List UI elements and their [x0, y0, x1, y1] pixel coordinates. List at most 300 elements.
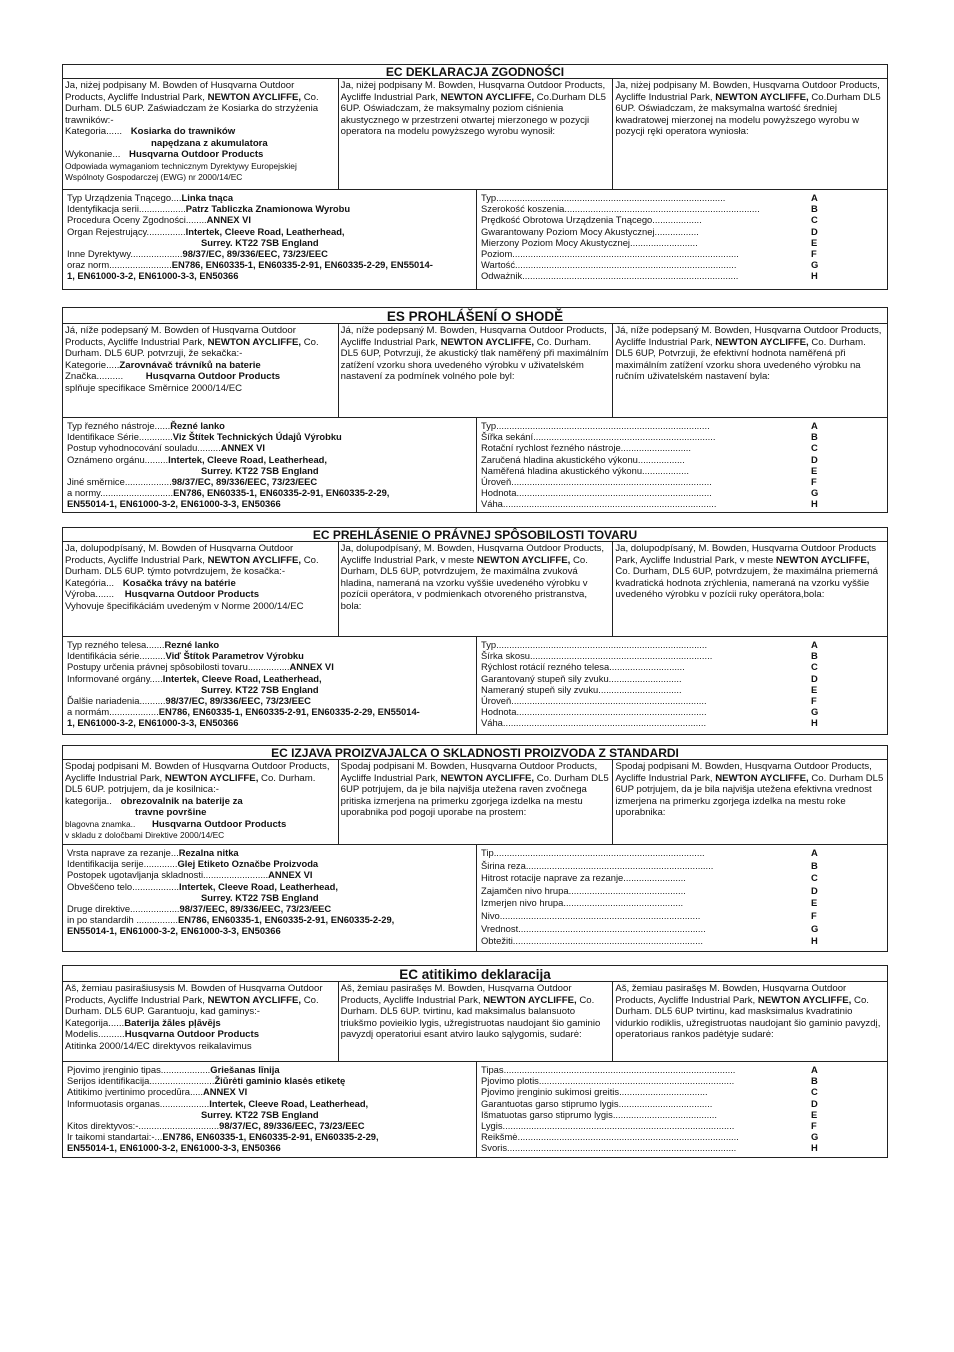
- details-left: [63, 190, 477, 289]
- text: Ja, dolupodpísaný, M. Bowden, Husqvarna Outdoor Products, Aycliffe Industrial Park, v meste: [340, 543, 605, 566]
- parameter-dots: ........................................................................: [525, 859, 714, 871]
- parameter-label: Wartość: [481, 259, 516, 271]
- parameter-letter: B: [811, 1075, 818, 1087]
- parameter-dots: ..................: [637, 453, 685, 465]
- section-cz: [62, 307, 888, 513]
- parameter-row: [481, 487, 883, 498]
- parameter-letter: A: [811, 847, 818, 858]
- parameter-dots: ........................................................................: [518, 922, 706, 934]
- detail-key: Oznámeno orgánu.........: [67, 453, 169, 465]
- detail-row: [67, 661, 472, 672]
- section-title: EC PREHLÁSENIE O PRÁVNEJ SPÔSOBILOSTI TOVARU: [62, 527, 888, 542]
- detail-value: 98/37/EC, 89/336/EEC, 73/23/EEC: [219, 1120, 365, 1132]
- parameter-label: Naměřená hladina akustického výkonu: [481, 464, 643, 476]
- parameter-row: [481, 706, 883, 717]
- parameter-label: Úroveň: [481, 695, 512, 707]
- parameter-label-wrap: [481, 860, 811, 873]
- text: Já, níže podepsaný M. Bowden, Husqvarna Outdoor Products, Aycliffe Industrial Park,: [340, 325, 607, 348]
- detail-value: Viz Štítek Technických Údajů Výrobku: [172, 431, 342, 443]
- declaration-columns: [62, 982, 888, 1062]
- parameter-dots: .........................................................................: [512, 935, 703, 947]
- parameter-dots: ...........................................................................: [516, 487, 712, 499]
- parameter-dots: ..............................................................................: [502, 717, 707, 729]
- parameter-row: [481, 695, 883, 706]
- detail-row: [67, 684, 472, 695]
- text: Co. Durham. DL5 6UP. Garantuoju, kad gaminys:-: [65, 994, 319, 1017]
- detail-row: [67, 237, 472, 248]
- detail-row: [67, 259, 472, 270]
- parameter-label: Hodnota: [481, 706, 517, 718]
- parameter-label: Poziom: [481, 248, 513, 260]
- parameter-label: Tip: [481, 847, 494, 858]
- detail-row: [67, 431, 472, 442]
- parameter-label-wrap: [481, 706, 811, 717]
- parameter-row: [481, 1109, 883, 1120]
- parameter-label: Tipas: [481, 1064, 504, 1075]
- parameter-label-wrap: [481, 684, 811, 695]
- detail-key: Obveščeno telo..................: [67, 880, 180, 892]
- parameter-letter: G: [811, 1131, 819, 1143]
- detail-row: [67, 248, 472, 259]
- detail-row: [67, 650, 472, 661]
- text-bold: NEWTON AYCLIFFE,: [164, 772, 259, 784]
- detail-row: [67, 203, 472, 214]
- text: Ja, dolupodpísaný, M. Bowden of Husqvarna Outdoor Products, Aycliffe Industrial Park,: [65, 543, 294, 566]
- detail-key: [67, 1109, 201, 1120]
- parameter-dots: ........................................................................................: [507, 1142, 737, 1154]
- parameter-dots: ........................................................................................: [496, 192, 726, 203]
- parameter-label: Nameraný stupeň sily zvuku: [481, 683, 599, 695]
- parameter-row: [481, 226, 883, 237]
- parameter-row: [481, 431, 883, 442]
- parameter-label: Rotační rychlost řezného nástroje: [481, 442, 621, 454]
- declaration-col-3: [612, 760, 887, 844]
- parameter-label: Úroveň: [481, 476, 512, 488]
- parameter-label: Hodnota: [481, 487, 517, 499]
- text: Co.Durham DL5 6UP. Oświadczam, że maksymalny poziom ciśnienia akustycznego w przestrzeni otwartej mierzonego w pozycji operatora na modelu powyższego wyrobu wynosił:: [340, 91, 607, 137]
- parameter-label-wrap: [481, 431, 811, 442]
- parameter-label-wrap: [481, 695, 811, 706]
- detail-key: Typ rezného telesa.......: [67, 639, 165, 650]
- parameter-label-wrap: [481, 923, 811, 936]
- parameter-label-wrap: [481, 248, 811, 259]
- parameter-letter: C: [811, 1086, 818, 1098]
- details-left: [63, 418, 477, 512]
- parameter-label: Lygis: [481, 1120, 503, 1132]
- detail-value: Rezalna nitka: [178, 847, 239, 858]
- detail-value: Intertek, Cleeve Road, Leatherhead,: [209, 1097, 369, 1109]
- detail-row: [67, 465, 472, 476]
- text-bold: NEWTON AYCLIFFE,: [440, 336, 535, 348]
- detail-key: Jiné směrnice..................: [67, 476, 172, 488]
- field-key: Kategória...: [65, 577, 115, 589]
- parameter-dots: ........................................: [612, 1108, 718, 1120]
- detail-key: Vrsta naprave za rezanje...: [67, 847, 179, 858]
- parameter-letter: C: [811, 442, 818, 454]
- parameter-letter: D: [811, 453, 818, 465]
- field-key: Modelis..........: [65, 1029, 125, 1040]
- declaration-col-1: [63, 760, 338, 844]
- detail-row: [67, 914, 472, 925]
- parameter-dots: .........................................................................................: [502, 1120, 735, 1132]
- parameter-letter: B: [811, 650, 818, 662]
- parameter-label-wrap: [481, 717, 811, 728]
- detail-row: [67, 226, 472, 237]
- parameter-letter: C: [811, 661, 818, 673]
- detail-value: Surrey. KT22 7SB England: [201, 891, 319, 903]
- details-right: [477, 190, 887, 289]
- details-right: [477, 845, 887, 951]
- field-value: Kosiarka do trawników: [130, 126, 236, 137]
- parameter-letter: D: [811, 225, 818, 237]
- detail-row: [67, 192, 472, 203]
- text: Co. Durham DL5 6UP potrjujem, da je bila najvišja utežena raven zvočnega pritiska izmerjena na primerku zgorjega izdelka na mestu uporabnika pod pogoji uporabe na prostem:: [340, 772, 609, 818]
- parameter-label: Gwarantowany Poziom Mocy Akustycznej: [481, 225, 655, 237]
- text-bold: NEWTON AYCLIFFE,: [715, 772, 809, 784]
- detail-key: [67, 465, 201, 476]
- text: Co. Durham. DL5 6UP, Potvrzuji, že akustický tlak naměřený při maximálním zatížení vzorku shora uvedeného výrobku v uživatelském nastavení za podmínek volného pole byl:: [340, 336, 609, 382]
- parameter-letter: E: [811, 897, 818, 909]
- field-value: Husqvarna Outdoor Products: [124, 589, 260, 600]
- detail-value: Surrey. KT22 7SB England: [201, 464, 319, 476]
- field-value: Husqvarna Outdoor Products: [145, 371, 281, 382]
- parameter-row: [481, 661, 883, 672]
- parameter-label: Typ: [481, 192, 497, 203]
- parameter-label-wrap: [481, 639, 811, 650]
- standards-continuation: 1, EN61000-3-2, EN61000-3-3, EN50366: [67, 717, 239, 729]
- detail-value: Intertek, Cleeve Road, Leatherhead,: [179, 880, 338, 892]
- parameter-label-wrap: [481, 673, 811, 684]
- text: Co. Durham. DL5 6UP. potrjujem, da je kosilnica:-: [65, 772, 316, 795]
- detail-key: Typ řezného nástroje......: [67, 420, 171, 431]
- parameter-dots: .....................................................................................: [517, 1131, 739, 1143]
- parameter-row: [481, 498, 883, 509]
- details-left: [63, 637, 477, 734]
- parameter-label: Odważnik: [481, 270, 523, 282]
- detail-row: [67, 1120, 472, 1131]
- detail-value: EN786, EN60335-1, EN60335-2-91, EN60335-2-29,: [173, 487, 390, 499]
- parameter-row: [481, 1131, 883, 1142]
- parameter-row: [481, 1064, 883, 1075]
- parameter-label: Obtežiti: [481, 935, 513, 947]
- parameter-label-wrap: [481, 442, 811, 453]
- detail-key: Ďalšie nariadenia..........: [67, 695, 166, 707]
- parameter-letter: F: [811, 476, 817, 488]
- parameter-row: [481, 192, 883, 203]
- parameter-label-wrap: [481, 420, 811, 431]
- parameter-letter: B: [811, 431, 818, 443]
- detail-value: EN786, EN60335-1, EN60335-2-91, EN60335-2-29, EN55014-: [158, 706, 420, 718]
- detail-value: 98/37/EEC, 89/336/EEC, 73/23/EEC: [179, 903, 332, 915]
- detail-key: Identifikacija serije.............: [67, 858, 178, 870]
- text: splňuje specifikace Směrnice 2000/14/EC: [65, 382, 243, 394]
- parameter-label-wrap: [481, 1120, 811, 1131]
- parameter-letter: H: [811, 935, 818, 947]
- parameter-dots: ...........................................................................: [538, 1075, 735, 1087]
- parameter-row: [481, 684, 883, 695]
- parameter-letter: E: [811, 464, 818, 476]
- parameter-row: [481, 1098, 883, 1109]
- field-value: Kosačka trávy na batérie: [122, 577, 236, 589]
- parameter-dots: ..............................................: [563, 897, 684, 909]
- field-value: Baterija žāles pļāvējs: [124, 1017, 221, 1029]
- text: Já, níže podepsaný M. Bowden, Husqvarna Outdoor Products, Aycliffe Industrial Park,: [615, 325, 882, 348]
- field-key: Kategorie.....: [65, 359, 120, 371]
- declaration-col-3: [612, 324, 887, 417]
- detail-row: [67, 858, 472, 869]
- detail-row: [67, 892, 472, 903]
- detail-row: [67, 1131, 472, 1142]
- details-left: [63, 1062, 477, 1157]
- parameter-dots: .................................................................................: [496, 639, 708, 650]
- parameter-label-wrap: [481, 270, 811, 281]
- parameter-label: Išmatuotas garso stiprumo lygis: [481, 1108, 613, 1120]
- parameter-dots: ..................................................................................: [502, 498, 717, 510]
- detail-key: Kitos direktyvos:-...............................: [67, 1120, 220, 1132]
- declaration-col-2: [338, 982, 613, 1061]
- text-bold: NEWTON AYCLIFFE,: [776, 554, 870, 566]
- parameter-letter: H: [811, 717, 818, 729]
- text: Co. Durham. DL5 6UP, Potvrzuji, že efektivní hodnota naměřená při maximálním zatížení vzorku shora uvedeného výrobku na ručním uživatelském nastavení byla:: [615, 336, 866, 382]
- parameter-dots: ....................................: [618, 1097, 713, 1109]
- field-key: Značka..........: [65, 371, 124, 382]
- declaration-col-3: [612, 982, 887, 1061]
- parameter-label: Hitrost rotacije naprave za rezanje: [481, 872, 624, 884]
- detail-row: [67, 1075, 472, 1086]
- detail-value: Řezné lanko: [170, 420, 225, 431]
- text: Co. Durham. DL5 6UP. Zaświadczam że Kosiarka do strzyżenia trawników:-: [65, 91, 319, 126]
- parameter-dots: ..................: [642, 464, 689, 476]
- standards-continuation: EN55014-1, EN61000-3-2, EN61000-3-3, EN50366: [67, 1142, 281, 1154]
- parameter-letter: F: [811, 1120, 817, 1132]
- detail-row: [67, 673, 472, 684]
- detail-value: ANNEX VI: [206, 214, 251, 226]
- detail-row: [67, 1086, 472, 1097]
- parameter-dots: ..................................................................................: [496, 420, 710, 431]
- standards-continuation: 1, EN61000-3-2, EN61000-3-3, EN50366: [67, 270, 239, 282]
- declaration-columns: [62, 324, 888, 418]
- parameter-label: Rýchlost rotácií rezného telesa: [481, 661, 610, 673]
- parameter-label-wrap: [481, 454, 811, 465]
- parameter-dots: .............................: [609, 661, 685, 673]
- parameter-row: [481, 214, 883, 225]
- field-key: blagovna znamka..: [65, 818, 136, 829]
- details-right: [477, 637, 887, 734]
- text-bold: NEWTON AYCLIFFE,: [715, 336, 809, 348]
- parameter-row: [481, 639, 883, 650]
- declaration-columns: [62, 79, 888, 190]
- parameter-label-wrap: [481, 214, 811, 225]
- detail-value: 98/37/EC, 89/336/EEC, 73/23/EEC: [165, 695, 311, 707]
- detail-value: ANNEX VI: [202, 1086, 248, 1098]
- parameter-label: Pjovimo plotis: [481, 1075, 539, 1087]
- detail-row: [67, 869, 472, 880]
- parameter-letter: D: [811, 884, 818, 896]
- parameter-label: Svoris: [481, 1142, 508, 1154]
- parameter-dots: ........................: [623, 872, 686, 884]
- parameter-dots: ...................: [652, 214, 702, 226]
- detail-key: Atitikimo įvertinimo procedūra.....: [67, 1086, 203, 1098]
- detail-value: Viď Štítok Parametrov Výrobku: [165, 650, 304, 662]
- parameter-label: Garantuotas garso stiprumo lygis: [481, 1097, 619, 1109]
- parameter-letter: A: [811, 639, 818, 650]
- parameter-dots: .............................................................................: [499, 909, 701, 921]
- parameter-letter: H: [811, 270, 818, 282]
- parameter-label: Šířka sekání: [481, 431, 534, 443]
- parameter-label: Váha: [481, 717, 503, 729]
- detail-row: [67, 1109, 472, 1120]
- parameter-dots: ..........................: [630, 236, 698, 248]
- detail-value: Linka tnąca: [181, 192, 234, 203]
- detail-key: Postup vyhodnocování souladu.........: [67, 442, 221, 454]
- parameter-label: Šírka skosu: [481, 650, 530, 662]
- parameter-row: [481, 847, 883, 860]
- detail-value: Žiūrėti gaminio klasės etiketę: [214, 1075, 346, 1087]
- parameter-letter: A: [811, 420, 818, 431]
- section-title: EC DEKLARACJA ZGODNOŚCI: [62, 64, 888, 79]
- parameter-row: [481, 465, 883, 476]
- parameter-label-wrap: [481, 1064, 811, 1075]
- parameter-label-wrap: [481, 226, 811, 237]
- parameter-row: [481, 910, 883, 923]
- parameter-row: [481, 650, 883, 661]
- parameter-label-wrap: [481, 1131, 811, 1142]
- parameter-label-wrap: [481, 476, 811, 487]
- parameter-letter: B: [811, 203, 818, 215]
- parameter-row: [481, 476, 883, 487]
- declaration-col-1: [63, 79, 338, 189]
- detail-key: Inne Dyrektywy....................: [67, 248, 183, 260]
- field-value: obrezovalnik na baterije za: [120, 795, 243, 807]
- parameter-letter: G: [811, 259, 819, 271]
- parameter-label-wrap: [481, 487, 811, 498]
- text-bold: NEWTON AYCLIFFE,: [483, 994, 577, 1006]
- parameter-label: Širina reza: [481, 859, 526, 871]
- detail-value: ANNEX VI: [220, 442, 266, 454]
- declaration-col-2: [338, 79, 613, 189]
- section-title: ES PROHLÁŠENÍ O SHODĚ: [62, 307, 888, 324]
- parameter-label-wrap: [481, 935, 811, 948]
- declaration-col-2: [338, 324, 613, 417]
- declaration-col-2: [338, 760, 613, 844]
- detail-value: Griešanas līnija: [210, 1064, 280, 1075]
- parameter-letter: E: [811, 683, 818, 695]
- detail-row: [67, 1064, 472, 1075]
- parameter-label: Izmerjen nivo hrupa: [481, 897, 564, 909]
- field-key: kategorija..: [65, 795, 112, 807]
- parameter-row: [481, 454, 883, 465]
- text: Co. Durham. DL5 6UP. tvirtinu, kad maksimalus balansuoto triukšmo povieikio lygis, užregistruotas naudojant šio gaminio pavyzdį operatoriui esant atviro lauko sąlygomis, sudarė:: [340, 994, 601, 1040]
- detail-key: [67, 237, 201, 248]
- section-sk: [62, 527, 888, 735]
- detail-value: ANNEX VI: [268, 869, 313, 881]
- field-value: Husqvarna Outdoor Products: [151, 818, 287, 830]
- parameter-label-wrap: [481, 885, 811, 898]
- text: Co. Durham, DL5 6UP, potvrdzujem, že maximálna zvuková hladina, nameraná na vzorku vyššie uvedeného výrobku v pozícii operátora, v podmienkach otvoreného pristranstva, bola:: [340, 554, 588, 612]
- detail-value: EN786, EN60335-1, EN60335-2-91, EN60335-2-29,: [178, 914, 395, 926]
- text-bold: NEWTON AYCLIFFE,: [757, 994, 852, 1006]
- detail-key: Informované orgány.....: [67, 672, 163, 684]
- parameter-dots: .........................................................................................: [503, 1064, 736, 1075]
- text: v skladu z določbami Direktive 2000/14/EC: [65, 830, 225, 840]
- text: Já, níže podepsaný M. Bowden of Husqvarna Outdoor Products, Aycliffe Industrial Park,: [65, 325, 296, 348]
- parameter-row: [481, 673, 883, 684]
- parameter-row: [481, 717, 883, 728]
- parameter-letter: F: [811, 909, 817, 921]
- detail-key: Identifikácia série..........: [67, 650, 166, 662]
- detail-value: Intertek, Cleeve Road, Leatherhead,: [162, 672, 322, 684]
- text: Co. Durham. DL5 6UP. potvrzuji, že sekačka:-: [65, 336, 319, 359]
- detail-value: EN786, EN60335-1, EN60335-2-91, EN60335-2-29, EN55014-: [171, 259, 433, 271]
- parameter-label-wrap: [481, 237, 811, 248]
- parameter-label-wrap: [481, 872, 811, 885]
- detail-value: 98/37/EC, 89/336/EEC, 73/23/EEC: [171, 476, 318, 488]
- field-value: napędzana z akumulatora: [151, 137, 268, 149]
- details-block: [62, 845, 888, 952]
- parameter-label: Typ: [481, 420, 497, 431]
- detail-key: oraz norm........................: [67, 259, 172, 271]
- standards-continuation: EN55014-1, EN61000-3-2, EN61000-3-3, EN50366: [67, 498, 281, 510]
- detail-row: [67, 903, 472, 914]
- parameter-dots: .................................................................................: [493, 847, 705, 858]
- parameter-label-wrap: [481, 498, 811, 509]
- parameter-row: [481, 923, 883, 936]
- parameter-dots: .................: [654, 225, 699, 237]
- detail-row: [67, 442, 472, 453]
- parameter-dots: .........................................................................: [516, 706, 707, 718]
- parameter-row: [481, 248, 883, 259]
- parameter-label: Szerokość koszenia: [481, 203, 565, 215]
- detail-row: [67, 695, 472, 706]
- text: Aš, žemiau pasirašiusysis M. Bowden of Husqvarna Outdoor Products, Aycliffe Industrial Park,: [65, 983, 323, 1006]
- text: Ja, niżej podpisany M. Bowden, Husqvarna Outdoor Products, Aycliffe Industrial Park,: [340, 80, 606, 103]
- field-key: Kategoria......: [65, 126, 123, 137]
- detail-value: Patrz Tabliczka Znamionowa Wyrobu: [185, 203, 351, 215]
- detail-value: Intertek, Cleeve Road, Leatherhead,: [185, 225, 345, 237]
- detail-key: [67, 684, 201, 695]
- parameter-label-wrap: [481, 259, 811, 270]
- text: Spodaj podpisani M. Bowden, Husqvarna Outdoor Products, Aycliffe Industrial Park,: [340, 761, 598, 784]
- details-block: [62, 418, 888, 513]
- text-bold: NEWTON AYCLIFFE,: [207, 91, 302, 103]
- detail-value: Intertek, Cleeve Road, Leatherhead,: [168, 453, 328, 465]
- detail-value: Rezné lanko: [164, 639, 220, 650]
- parameter-label-wrap: [481, 1142, 811, 1153]
- detail-key: Typ Urządzenia Tnącego....: [67, 192, 182, 203]
- section-si: [62, 745, 888, 952]
- text: Aš, žemiau pasirašęs M. Bowden, Husqvarna Outdoor Products, Aycliffe Industrial Park,: [340, 983, 572, 1006]
- declaration-col-2: [338, 542, 613, 636]
- text: Ja, niżej podpisany M. Bowden of Husqvarna Outdoor Products, Aycliffe Industrial Park,: [65, 80, 295, 103]
- declaration-col-1: [63, 982, 338, 1061]
- parameter-label: Prędkość Obrotowa Urządzenia Tnącego: [481, 214, 653, 226]
- detail-key: Postupy určenia právnej spôsobilosti tovaru................: [67, 661, 290, 673]
- parameter-letter: G: [811, 706, 819, 718]
- text: Spodaj podpisani M. Bowden, Husqvarna Outdoor Products, Aycliffe Industrial Park,: [615, 761, 872, 784]
- parameter-label: Typ: [481, 639, 497, 650]
- parameter-label-wrap: [481, 465, 811, 476]
- detail-value: ANNEX VI: [289, 661, 334, 673]
- parameter-row: [481, 420, 883, 431]
- text: Odpowiada wymaganiom technicznym Dyrektywy Europejskiej Wspólnoty Gospodarczej (EWG) nr 2000/14/EC: [65, 160, 297, 182]
- text: Co. Durham. DL5 6UP tvirtinu, kad masksimalus kvadratinio vidurkio rodiklis, užregistruotas naudojant šio gaminio pavyzdį, operatoriaus rankos padėtyje sudarė:: [615, 994, 881, 1040]
- text: Co. Durham. DL5 6UP. týmto potvrdzujem, že kosačka:-: [65, 554, 319, 577]
- parameter-dots: .......................................................................................: [512, 248, 739, 260]
- parameter-letter: G: [811, 487, 819, 499]
- detail-row: [67, 706, 472, 717]
- parameter-dots: .....................................................................................: [515, 259, 737, 271]
- detail-row: [67, 847, 472, 858]
